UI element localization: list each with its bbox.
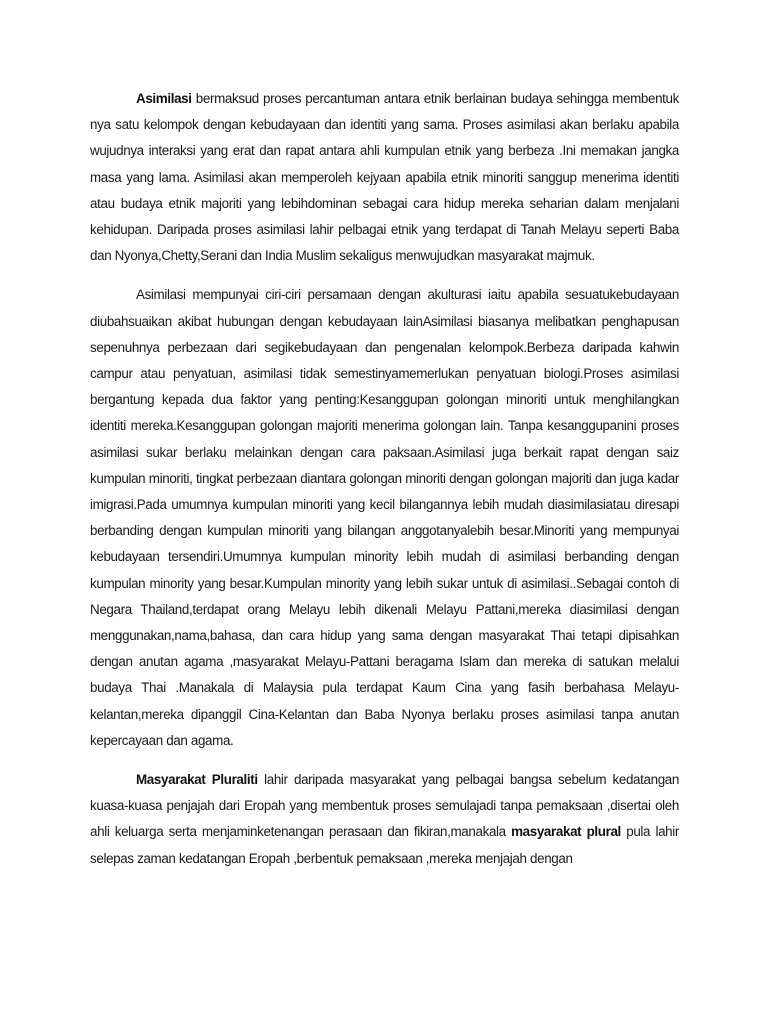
term-asimilasi: Asimilasi [136,91,192,106]
paragraph-text: lahir daripada masyarakat yang pelbagai bangsa sebelum kedatangan kuasa-kuasa penjajah dari Eropah yang membentuk proses semulajadi tanpa pemaksaan ,disertai oleh ahli keluarga serta menjaminketenangan perasaan dan fikiran,manakala [90,772,679,840]
paragraph-masyarakat-pluraliti [90,767,679,872]
term-masyarakat-plural: masyarakat plural [511,824,621,840]
term-masyarakat-pluraliti: Masyarakat Pluraliti [136,772,258,788]
paragraph-asimilasi-characteristics [90,282,679,754]
paragraph-text: pula lahir selepas zaman kedatangan Eropah ,berbentuk pemaksaan ,mereka menjajah dengan [90,824,679,866]
paragraph-text: Asimilasi mempunyai ciri-ciri persamaan dengan akulturasi iaitu apabila sesuatukebudayaan diubahsuaikan akibat hubungan dengan kebudayaan lainAsimilasi biasanya melibatkan penghapusan sepenuhnya perbezaan dari segikebudayaan dan pengenalan kelompok.Berbeza daripada kahwin campur atau penyatuan, asimilasi tidak semestinyamemerlukan penyatuan biologi.Proses asimilasi bergantung kepada dua faktor yang penting:Kesanggupan golongan minoriti untuk menghilangkan identiti mereka.Kesanggupan golongan majoriti menerima golongan lain. Tanpa kesanggupanini proses asimilasi sukar berlaku melainkan dengan cara paksaan.Asimilasi juga berkait rapat dengan saiz kumpulan minoriti, tingkat perbezaan diantara golongan minoriti dengan golongan majoriti dan juga kadar imigrasi.Pada umumnya kumpulan minoriti yang kecil bilangannya lebih mudah diasimilasiatau diresapi berbanding dengan kumpulan minoriti yang bilangan anggotanyalebih besar.Minoriti yang mempunyai kebudayaan tersendiri.Umumnya kumpulan minority lebih mudah di asimilasi berbanding dengan kumpulan minority yang besar.Kumpulan minority yang lebih sukar untuk di asimilasi..Sebagai contoh di Negara Thailand,terdapat orang Melayu lebih dikenali Melayu Pattani,mereka diasimilasi dengan menggunakan,nama,bahasa, dan cara hidup yang sama dengan masyarakat Thai tetapi dipisahkan dengan anutan agama ,masyarakat Melayu-Pattani beragama Islam dan mereka di satukan melalui budaya Thai .Manakala di Malaysia pula terdapat Kaum Cina yang fasih berbahasa Melayu-kelantan,mereka dipanggil Cina-Kelantan dan Baba Nyonya berlaku proses asimilasi tanpa anutan kepercayaan dan agama. [90,287,679,748]
document-page [90,86,679,872]
paragraph-asimilasi-definition [90,86,679,269]
paragraph-text: bermaksud proses percantuman antara etnik berlainan budaya sehingga membentuk nya satu kelompok dengan kebudayaan dan identiti yang sama. Proses asimilasi akan berlaku apabila wujudnya interaksi yang erat dan rapat antara ahli kumpulan etnik yang berbeza .Ini memakan jangka masa yang lama. Asimilasi akan memperoleh kejyaan apabila etnik minoriti sanggup menerima identiti atau budaya etnik majoriti yang lebihdominan sebagai cara hidup mereka seharian dalam menjalani kehidupan. Daripada proses asimilasi lahir pelbagai etnik yang terdapat di Tanah Melayu seperti Baba dan Nyonya,Chetty,Serani dan India Muslim sekaligus menwujudkan masyarakat majmuk. [90,91,679,264]
